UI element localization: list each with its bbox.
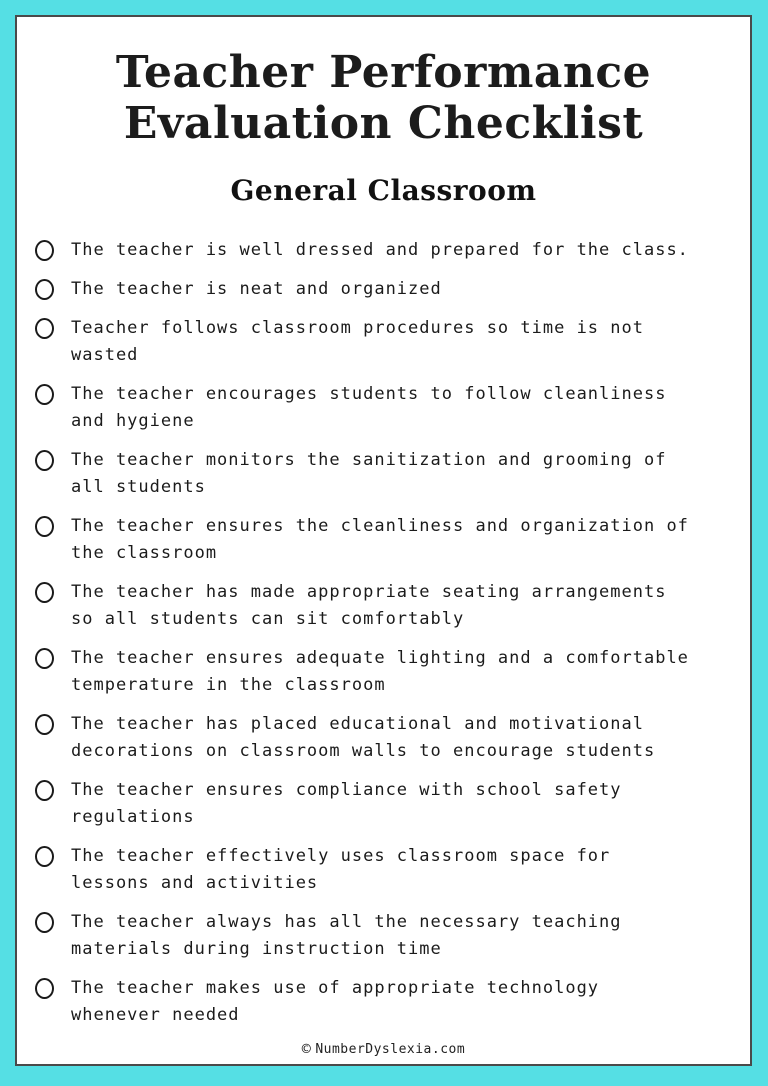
checklist-item [35, 381, 750, 435]
checklist-item [35, 843, 750, 897]
checklist-item-label: The teacher has made appropriate seating arrangements so all students can sit comfortably [71, 581, 667, 629]
checkbox-circle[interactable] [35, 279, 54, 300]
checklist-item-label: The teacher makes use of appropriate technology whenever needed [71, 977, 600, 1025]
checklist-item-label: The teacher effectively uses classroom space for lessons and activities [71, 845, 611, 893]
checkbox-circle[interactable] [35, 912, 54, 933]
checkbox-circle[interactable] [35, 846, 54, 867]
checklist-item [35, 777, 750, 831]
checklist-item [35, 645, 750, 699]
document-card [15, 15, 752, 1066]
checklist-item-label: The teacher is well dressed and prepared for the class. [71, 239, 689, 260]
checklist-item-label: Teacher follows classroom procedures so time is not wasted [71, 317, 644, 365]
checklist-item [35, 909, 750, 963]
page-title: Teacher Performance Evaluation Checklist [115, 47, 652, 150]
copyright-icon: © [301, 1040, 312, 1058]
checklist-item-label: The teacher has placed educational and motivational decorations on classroom walls to encourage students [71, 713, 656, 761]
checkbox-circle[interactable] [35, 780, 54, 801]
checklist-item [35, 276, 750, 303]
section-subtitle: General Classroom [230, 173, 537, 207]
checkbox-circle[interactable] [35, 318, 54, 339]
checklist [35, 237, 750, 1029]
checklist-item [35, 315, 750, 369]
checklist-item [35, 513, 750, 567]
footer-credit [17, 1040, 750, 1058]
checkbox-circle[interactable] [35, 450, 54, 471]
checkbox-circle[interactable] [35, 516, 54, 537]
checkbox-circle[interactable] [35, 582, 54, 603]
checklist-item-label: The teacher monitors the sanitization and grooming of all students [71, 449, 667, 497]
checkbox-circle[interactable] [35, 648, 54, 669]
checklist-item-label: The teacher always has all the necessary teaching materials during instruction time [71, 911, 622, 959]
checklist-item [35, 711, 750, 765]
checklist-item-label: The teacher encourages students to follow cleanliness and hygiene [71, 383, 667, 431]
checklist-item [35, 447, 750, 501]
checkbox-circle[interactable] [35, 384, 54, 405]
checkbox-circle[interactable] [35, 240, 54, 261]
footer-site-label: NumberDyslexia.com [315, 1042, 466, 1057]
checklist-item-label: The teacher ensures adequate lighting and a comfortable temperature in the classroom [71, 647, 689, 695]
checklist-item-label: The teacher ensures compliance with school safety regulations [71, 779, 622, 827]
checklist-item-label: The teacher is neat and organized [71, 278, 442, 299]
checkbox-circle[interactable] [35, 978, 54, 999]
checklist-item-label: The teacher ensures the cleanliness and organization of the classroom [71, 515, 689, 563]
checklist-item [35, 975, 750, 1029]
checkbox-circle[interactable] [35, 714, 54, 735]
checklist-item [35, 579, 750, 633]
checklist-item [35, 237, 750, 264]
